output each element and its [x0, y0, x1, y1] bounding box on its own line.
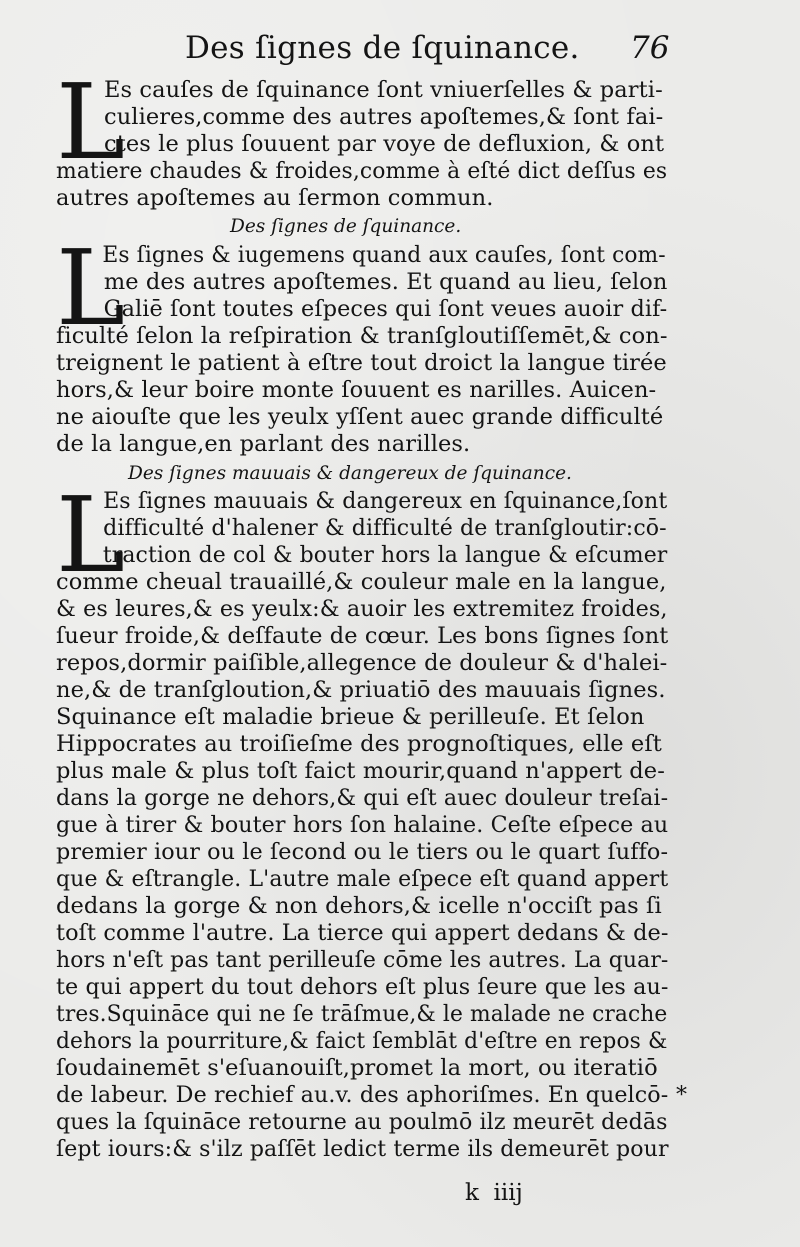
section-3-text	[56, 488, 668, 1163]
text-line: de labeur. De rechief au.v. des aphoriſmes. En quelcō-	[56, 1082, 669, 1108]
section-2-heading-wrap	[230, 213, 650, 240]
text-line: hors,& leur boire monte ſouuent es narilles. Auicen-	[56, 377, 657, 403]
text-line: te qui appert du tout dehors eſt plus ſeure que les au-	[56, 974, 669, 1000]
text-line: autres apoſtemes au ſermon commun.	[56, 185, 494, 211]
text-line: que & eſtrangle. L'autre male eſpece eſt quand appert	[56, 866, 669, 892]
text-line: dans la gorge ne dehors,& qui eſt auec douleur treſai-	[56, 785, 669, 811]
text-line: & es leures,& es yeulx:& auoir les extremitez froides,	[56, 596, 668, 622]
drop-cap-3: L	[56, 474, 126, 596]
text-line: ne,& de tranſgloution,& priuatiō des mauuais ſignes.	[56, 677, 666, 703]
text-line: culieres,comme des autres apoſtemes,& ſont fai-	[104, 104, 664, 130]
text-line: dehors la pourriture,& faict ſemblāt d'eſtre en repos &	[56, 1028, 668, 1054]
section-2-text	[56, 242, 668, 458]
text-line: Es ſignes mauuais & dangereux en ſquinance,ſont	[103, 488, 668, 514]
text-line: toſt comme l'autre. La tierce qui appert dedans & de-	[56, 920, 669, 946]
text-line: traction de col & bouter hors la langue & eſcumer	[102, 542, 668, 568]
text-line: repos,dormir paiſible,allegence de douleur & d'halei-	[56, 650, 668, 676]
text-line: me des autres apoſtemes. Et quand au lieu, ſelon	[103, 269, 668, 295]
text-line: matiere chaudes & froides,comme à eſté dict deſſus es	[56, 158, 668, 184]
signature-mark: k iiij	[465, 1180, 523, 1206]
text-line: ſueur froide,& deſfaute de cœur. Les bons ſignes ſont	[56, 623, 669, 649]
section-1-text	[56, 77, 668, 212]
section-heading: Des ſignes mauuais & dangereux de ſquinance.	[128, 463, 572, 484]
text-line: tres.Squināce qui ne ſe trāſmue,& le malade ne crache	[56, 1001, 668, 1027]
text-line: Es ſignes & iugemens quand aux cauſes, ſont com-	[102, 242, 666, 268]
text-line: Hippocrates au troiſieſme des prognoſtiques, elle eſt	[56, 731, 662, 757]
text-line: plus male & plus toſt faict mourir,quand n'appert de-	[56, 758, 665, 784]
text-line: ſept iours:& s'ilz paſſēt ledict terme ils demeurēt pour	[56, 1136, 669, 1162]
running-head: Des ſignes de ſquinance.	[185, 30, 580, 66]
text-line: comme cheual trauaillé,& couleur male en la langue,	[56, 569, 667, 595]
text-line: ne aiouſte que les yeulx yſſent auec grande difficulté	[56, 404, 664, 430]
text-line: Es cauſes de ſquinance ſont vniuerſelles & parti-	[104, 77, 663, 103]
section-heading: Des ſignes de ſquinance.	[230, 216, 462, 237]
text-line: hors n'eſt pas tant perilleuſe cōme les autres. La quar-	[56, 947, 669, 973]
margin-mark: *	[676, 1083, 687, 1108]
text-line: Galiē ſont toutes eſpeces qui ſont veues auoir dif-	[103, 296, 668, 322]
section-3-heading-wrap	[128, 460, 628, 487]
text-line: de la langue,en parlant des narilles.	[56, 431, 471, 457]
text-line: Squinance eſt maladie brieue & perilleuſe. Et ſelon	[56, 704, 645, 730]
drop-cap-2: L	[56, 227, 126, 349]
text-line: dedans la gorge & non dehors,& icelle n'occiſt pas ſi	[56, 893, 662, 919]
text-line: gue à tirer & bouter hors ſon halaine. Ceſte eſpece au	[56, 812, 669, 838]
text-line: difficulté d'halener & difficulté de tranſgloutir:cō-	[103, 515, 667, 541]
text-line: ſoudainemēt s'eſuanouiſt,promet la mort, ou iteratiō	[56, 1055, 658, 1081]
folio-number: 76	[630, 30, 670, 66]
drop-cap-1: L	[56, 61, 126, 183]
text-line: ficulté ſelon la reſpiration & tranſgloutiſſemēt,& con-	[56, 323, 668, 349]
text-line: ques la ſquināce retourne au poulmō ilz meurēt dedās	[56, 1109, 668, 1135]
text-line: ctes le plus ſouuent par voye de defluxion, & ont	[104, 131, 665, 157]
text-line: premier iour ou le ſecond ou le tiers ou le quart ſuffo-	[56, 839, 669, 865]
text-line: treignent le patient à eſtre tout droict la langue tirée	[56, 350, 667, 376]
